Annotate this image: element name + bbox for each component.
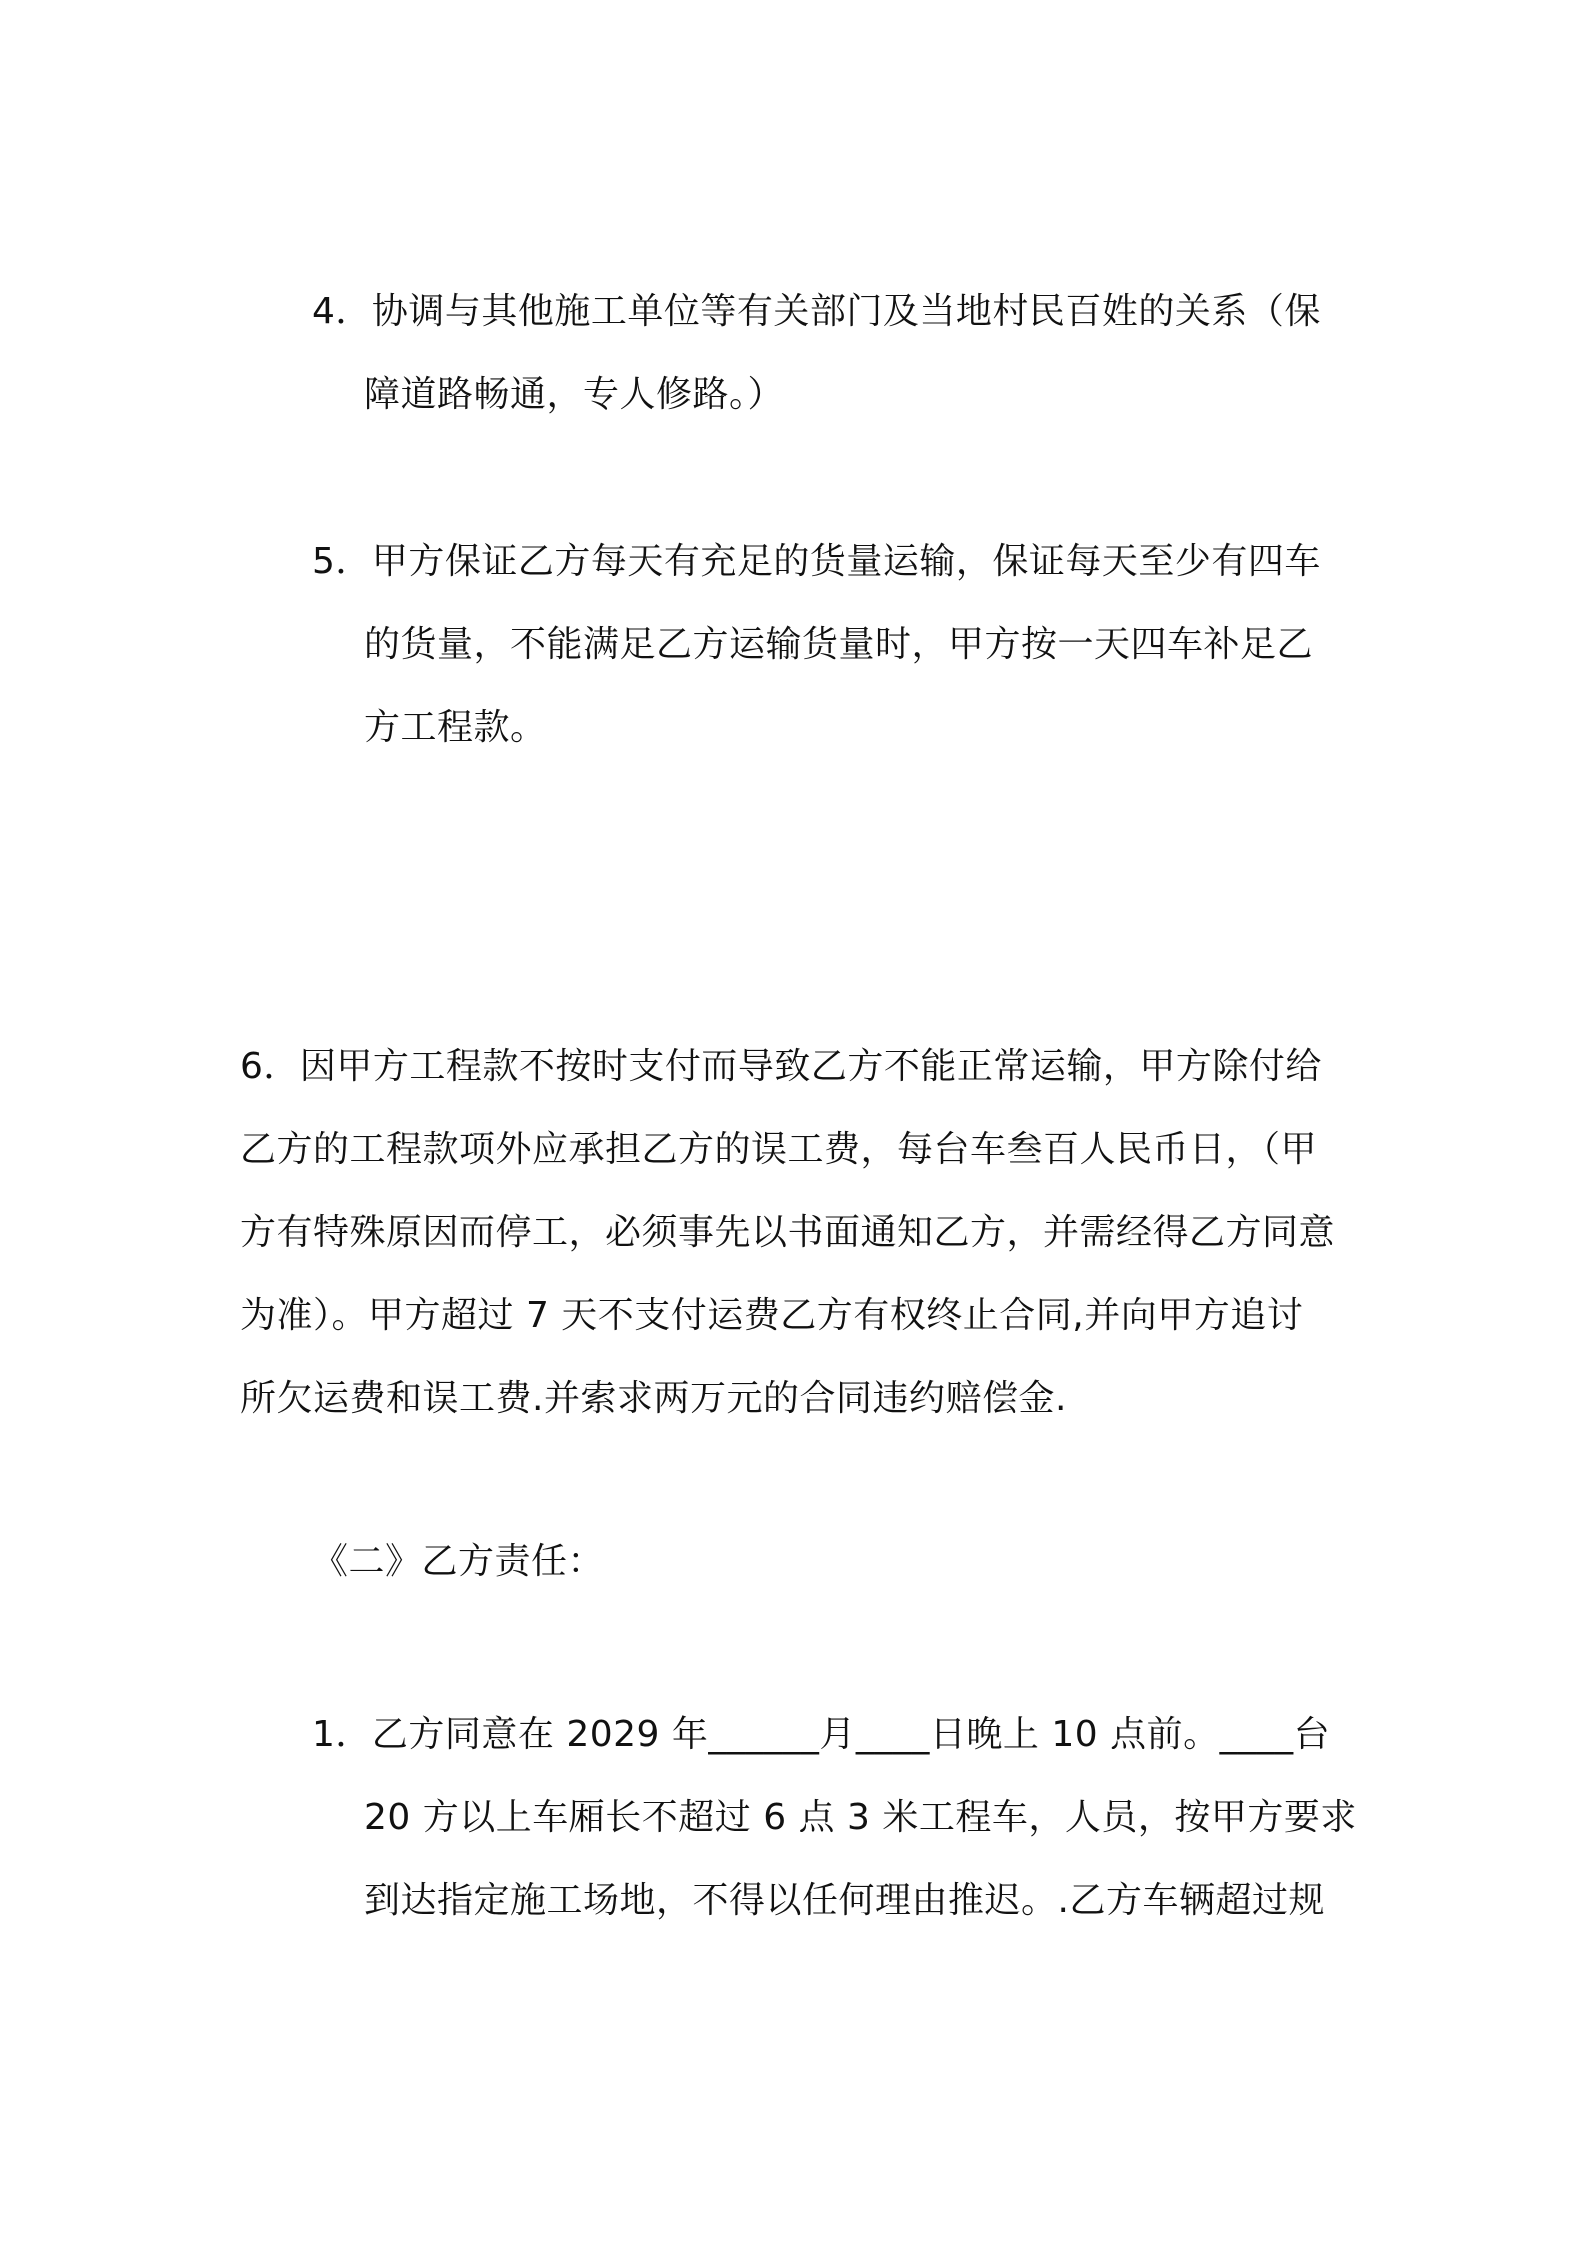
clause-line: 4．协调与其他施工单位等有关部门及当地村民百姓的关系（保	[312, 291, 1321, 332]
clause-line: 6．因甲方工程款不按时支付而导致乙方不能正常运输，甲方除付给	[240, 1046, 1322, 1087]
clause-line: 乙方的工程款项外应承担乙方的误工费，每台车叁百人民币日，（甲	[240, 1129, 1318, 1170]
clause-item-6	[240, 1025, 1360, 1440]
clause-line: 20 方以上车厢长不超过 6 点 3 米工程车，人员，按甲方要求	[364, 1797, 1357, 1838]
clause-item-4	[312, 270, 1362, 436]
clause-item-5	[312, 520, 1362, 769]
section-heading	[312, 1520, 1212, 1603]
clause-line: 5．甲方保证乙方每天有充足的货量运输，保证每天至少有四车	[312, 541, 1321, 582]
clause-line: 方工程款。	[364, 707, 547, 748]
clause-line: 所欠运费和误工费.并索求两万元的合同违约赔偿金.	[240, 1378, 1067, 1419]
clause-line: 的货量，不能满足乙方运输货量时，甲方按一天四车补足乙	[364, 624, 1314, 665]
clause-line: 方有特殊原因而停工，必须事先以书面通知乙方，并需经得乙方同意	[240, 1212, 1336, 1253]
clause-line: 到达指定施工场地，不得以任何理由推迟。.乙方车辆超过规	[364, 1880, 1325, 1921]
clause-line: 1．乙方同意在 2029 年______月____日晚上 10 点前。____台	[312, 1714, 1331, 1755]
clause-line: 为准）。甲方超过 7 天不支付运费乙方有权终止合同,并向甲方追讨	[240, 1295, 1304, 1336]
clause-item-1	[312, 1693, 1362, 1942]
section-heading-text: 《二》乙方责任：	[312, 1541, 605, 1582]
clause-line: 障道路畅通，专人修路。）	[364, 374, 785, 415]
